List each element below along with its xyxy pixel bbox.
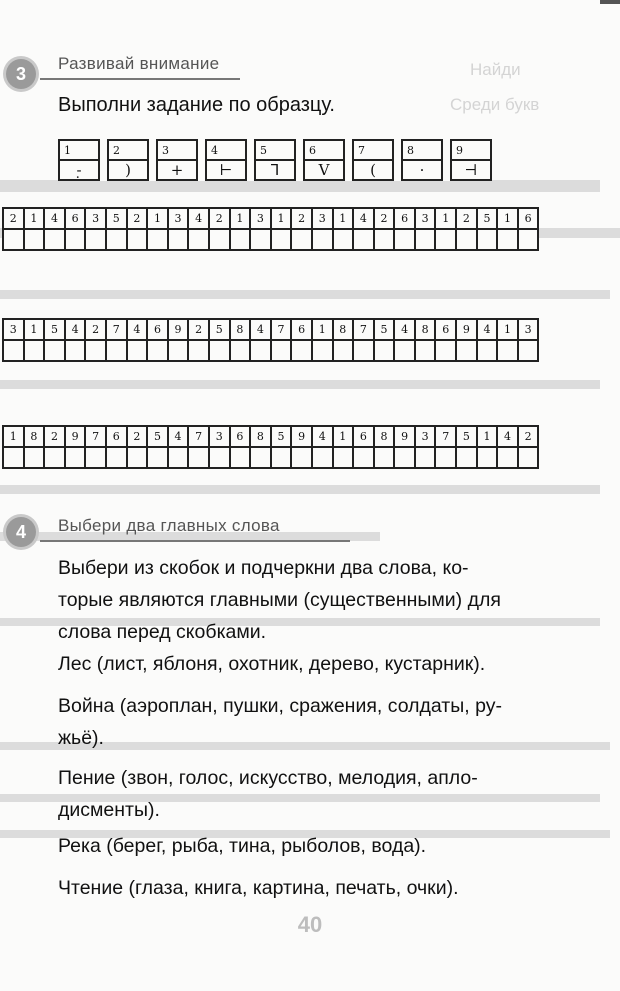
grid-answer-cell[interactable] [147,447,168,468]
grid-answer-cell[interactable] [168,229,189,250]
grid-number-cell: 8 [230,319,251,340]
grid-answer-cell[interactable] [3,340,24,361]
key-gap [295,140,304,160]
grid-number-cell: 4 [394,319,415,340]
grid-number-cell: 5 [271,426,292,447]
grid-answer-cell[interactable] [435,229,456,250]
key-symbol-cell: ⅂ [255,160,295,180]
grid-number-cell: 3 [415,208,436,229]
key-gap [246,160,255,180]
grid-answer-cell[interactable] [415,229,436,250]
grid-number-cell: 7 [353,319,374,340]
section-4-instruction [58,552,578,648]
task-item-les [58,648,578,680]
grid-number-cell: 6 [147,319,168,340]
grid-number-cell: 5 [374,319,395,340]
key-symbols-row [59,160,491,180]
grid-answer-cell[interactable] [497,229,518,250]
task-line: Чтение (глаза, книга, картина, печать, очки). [58,877,459,899]
grid-number-cell: 2 [291,208,312,229]
grid-number-cell: 9 [65,426,86,447]
grid-number-cell: 6 [394,208,415,229]
grid-number-cell: 4 [65,319,86,340]
grid-answer-cell[interactable] [250,340,271,361]
grid-number-row [3,208,538,229]
grid-number-cell: 3 [415,426,436,447]
grid-answer-cell[interactable] [374,447,395,468]
grid-number-cell: 4 [353,208,374,229]
grid-answer-cell[interactable] [106,340,127,361]
grid-answer-cell[interactable] [477,229,498,250]
grid-answer-cell[interactable] [209,229,230,250]
page-number: 40 [297,912,323,937]
task-item-reka [58,830,578,862]
grid-answer-cell[interactable] [106,447,127,468]
grid-number-cell: 2 [456,208,477,229]
key-gap [148,140,157,160]
grid-number-cell: 1 [24,208,45,229]
grid-number-cell: 1 [230,208,251,229]
key-symbol-cell: -̣ [59,160,99,180]
grid-answer-cell[interactable] [3,447,24,468]
grid-answer-cell[interactable] [394,447,415,468]
key-gap [442,160,451,180]
grid-answer-cell[interactable] [312,229,333,250]
grid-answer-cell[interactable] [394,340,415,361]
grid-answer-cell[interactable] [147,340,168,361]
grid-answer-cell[interactable] [333,229,354,250]
task-line: Пение (звон, голос, искусство, мелодия, апло- [58,767,478,789]
grid-number-cell: 5 [456,426,477,447]
grid-answer-cell[interactable] [147,229,168,250]
grid-answer-cell[interactable] [65,340,86,361]
grid-number-cell: 2 [127,208,148,229]
grid-answer-cell[interactable] [312,447,333,468]
grid-answer-cell[interactable] [394,229,415,250]
grid-answer-cell[interactable] [353,340,374,361]
task-line: Лес (лист, яблоня, охотник, дерево, кустарник). [58,653,486,675]
grid-answer-cell[interactable] [312,340,333,361]
grid-answer-cell[interactable] [333,447,354,468]
grid-answer-cell[interactable] [250,447,271,468]
section-4-underline [40,540,350,542]
grid-number-cell: 3 [209,426,230,447]
grid-number-cell: 8 [374,426,395,447]
key-gap [197,140,206,160]
key-gap [393,160,402,180]
key-gap [295,160,304,180]
grid-number-cell: 9 [394,426,415,447]
key-symbol-cell: ⊣ [451,160,491,180]
exercise-grid-1 [2,207,539,251]
grid-answer-cell[interactable] [209,447,230,468]
grid-number-cell: 8 [333,319,354,340]
grid-number-row [3,319,538,340]
grid-answer-row [3,447,538,468]
grid-answer-cell[interactable] [477,340,498,361]
key-gap [442,140,451,160]
grid-number-cell: 1 [271,208,292,229]
key-symbol-cell: ) [108,160,148,180]
grid-answer-cell[interactable] [374,340,395,361]
grid-number-cell: 4 [44,208,65,229]
grid-answer-cell[interactable] [353,447,374,468]
grid-number-cell: 7 [106,319,127,340]
grid-answer-cell[interactable] [271,229,292,250]
key-number-cell: 4 [206,140,246,160]
grid-number-cell: 2 [518,426,539,447]
grid-number-cell: 4 [477,319,498,340]
grid-answer-cell[interactable] [456,229,477,250]
grid-answer-cell[interactable] [497,447,518,468]
grid-number-cell: 7 [188,426,209,447]
grid-number-cell: 6 [230,426,251,447]
grid-answer-cell[interactable] [24,447,45,468]
key-gap [148,160,157,180]
exercise-grid-2 [2,318,539,362]
grid-answer-cell[interactable] [477,447,498,468]
grid-answer-cell[interactable] [168,340,189,361]
grid-answer-cell[interactable] [271,340,292,361]
grid-number-cell: 1 [24,319,45,340]
grid-answer-cell[interactable] [518,229,539,250]
task-line: Война (аэроплан, пушки, сражения, солдаты, ру- [58,695,502,717]
grid-answer-cell[interactable] [127,447,148,468]
symbol-key-table [58,139,492,181]
grid-number-row [3,426,538,447]
grid-number-cell: 8 [24,426,45,447]
grid-number-cell: 6 [518,208,539,229]
grid-number-cell: 8 [415,319,436,340]
grid-number-cell: 6 [353,426,374,447]
grid-number-cell: 6 [106,426,127,447]
key-symbol-cell: · [402,160,442,180]
grid-answer-cell[interactable] [44,229,65,250]
grid-number-cell: 1 [312,319,333,340]
grid-number-cell: 1 [497,319,518,340]
bleed-through-line [0,290,610,299]
grid-answer-cell[interactable] [44,340,65,361]
task-line: жьё). [58,727,104,749]
grid-answer-cell[interactable] [65,229,86,250]
key-numbers-row [59,140,491,160]
grid-number-cell: 6 [291,319,312,340]
grid-answer-cell[interactable] [497,340,518,361]
grid-number-cell: 9 [291,426,312,447]
grid-number-cell: 1 [435,208,456,229]
grid-number-cell: 6 [65,208,86,229]
grid-number-cell: 9 [456,319,477,340]
task-line: дисменты). [58,799,160,821]
key-number-cell: 8 [402,140,442,160]
key-gap [246,140,255,160]
grid-number-cell: 3 [3,319,24,340]
key-number-cell: 3 [157,140,197,160]
section-3-instruction: Выполни задание по образцу. [58,94,335,116]
grid-answer-cell[interactable] [291,340,312,361]
grid-answer-cell[interactable] [333,340,354,361]
grid-number-cell: 4 [497,426,518,447]
grid-number-cell: 3 [312,208,333,229]
grid-answer-cell[interactable] [230,340,251,361]
grid-answer-row [3,340,538,361]
grid-number-cell: 2 [188,319,209,340]
section-3-badge: 3 [6,59,36,89]
grid-number-cell: 3 [518,319,539,340]
grid-number-cell: 1 [147,208,168,229]
grid-answer-cell[interactable] [65,447,86,468]
grid-number-cell: 3 [250,208,271,229]
grid-number-cell: 7 [271,319,292,340]
grid-answer-cell[interactable] [3,229,24,250]
key-symbol-cell: + [157,160,197,180]
bleed-through-line [0,485,600,494]
grid-answer-cell[interactable] [106,229,127,250]
instruction-line: Выбери из скобок и подчеркни два слова, ко- [58,557,469,579]
grid-number-cell: 2 [127,426,148,447]
grid-answer-cell[interactable] [415,447,436,468]
grid-answer-cell[interactable] [271,447,292,468]
grid-answer-cell[interactable] [291,447,312,468]
bleed-through-text: Среди букв [450,95,540,114]
grid-number-cell: 4 [250,319,271,340]
key-number-cell: 9 [451,140,491,160]
grid-number-cell: 9 [168,319,189,340]
grid-answer-cell[interactable] [127,229,148,250]
key-gap [99,140,108,160]
grid-answer-cell[interactable] [291,229,312,250]
grid-number-cell: 4 [127,319,148,340]
grid-answer-cell[interactable] [127,340,148,361]
section-3-title: Развивай внимание [58,54,220,73]
grid-number-cell: 6 [435,319,456,340]
grid-answer-cell[interactable] [518,447,539,468]
key-number-cell: 7 [353,140,393,160]
grid-answer-cell[interactable] [456,447,477,468]
key-number-cell: 1 [59,140,99,160]
grid-number-cell: 5 [209,319,230,340]
grid-answer-cell[interactable] [353,229,374,250]
grid-number-cell: 2 [374,208,395,229]
grid-answer-cell[interactable] [230,229,251,250]
grid-number-cell: 4 [188,208,209,229]
section-4-badge: 4 [6,517,36,547]
grid-answer-cell[interactable] [85,340,106,361]
grid-answer-cell[interactable] [250,229,271,250]
grid-answer-cell[interactable] [435,340,456,361]
task-item-chtenie [58,872,578,904]
grid-number-cell: 8 [250,426,271,447]
grid-number-cell: 7 [435,426,456,447]
key-number-cell: 5 [255,140,295,160]
key-gap [344,160,353,180]
grid-number-cell: 2 [44,426,65,447]
key-gap [344,140,353,160]
grid-number-cell: 3 [85,208,106,229]
grid-answer-cell[interactable] [44,447,65,468]
key-symbol-cell: ( [353,160,393,180]
task-item-voina [58,690,578,754]
key-number-cell: 6 [304,140,344,160]
grid-answer-cell[interactable] [456,340,477,361]
key-number-cell: 2 [108,140,148,160]
task-line: Река (берег, рыба, тина, рыболов, вода). [58,835,427,857]
grid-answer-cell[interactable] [415,340,436,361]
section-4-title: Выбери два главных слова [58,516,280,535]
grid-number-cell: 1 [333,426,354,447]
grid-answer-row [3,229,538,250]
grid-number-cell: 1 [497,208,518,229]
grid-number-cell: 1 [3,426,24,447]
grid-number-cell: 4 [312,426,333,447]
task-item-penie [58,762,578,826]
bleed-through-line [0,180,600,192]
grid-number-cell: 2 [3,208,24,229]
grid-answer-cell[interactable] [188,229,209,250]
exercise-grid-3 [2,425,539,469]
key-gap [197,160,206,180]
grid-answer-cell[interactable] [435,447,456,468]
grid-number-cell: 2 [209,208,230,229]
grid-answer-cell[interactable] [188,340,209,361]
grid-answer-cell[interactable] [85,447,106,468]
grid-number-cell: 4 [168,426,189,447]
grid-answer-cell[interactable] [24,229,45,250]
bleed-through-text: Найди [470,60,521,79]
grid-number-cell: 5 [44,319,65,340]
grid-number-cell: 5 [106,208,127,229]
grid-number-cell: 1 [333,208,354,229]
grid-answer-cell[interactable] [209,340,230,361]
grid-number-cell: 5 [147,426,168,447]
section-3-underline [40,78,240,80]
grid-answer-cell[interactable] [168,447,189,468]
corner-mark [600,0,620,4]
grid-answer-cell[interactable] [85,229,106,250]
grid-answer-cell[interactable] [24,340,45,361]
bleed-through-line [0,380,600,389]
instruction-line: слова перед скобками. [58,621,267,643]
key-gap [393,140,402,160]
grid-number-cell: 1 [477,426,498,447]
key-symbol-cell: ⊢ [206,160,246,180]
grid-answer-cell[interactable] [374,229,395,250]
key-gap [99,160,108,180]
grid-number-cell: 7 [85,426,106,447]
grid-number-cell: 3 [168,208,189,229]
instruction-line: торые являются главными (существенными) для [58,589,501,611]
grid-answer-cell[interactable] [230,447,251,468]
key-symbol-cell: V [304,160,344,180]
grid-number-cell: 5 [477,208,498,229]
grid-number-cell: 2 [85,319,106,340]
grid-answer-cell[interactable] [188,447,209,468]
grid-answer-cell[interactable] [518,340,539,361]
